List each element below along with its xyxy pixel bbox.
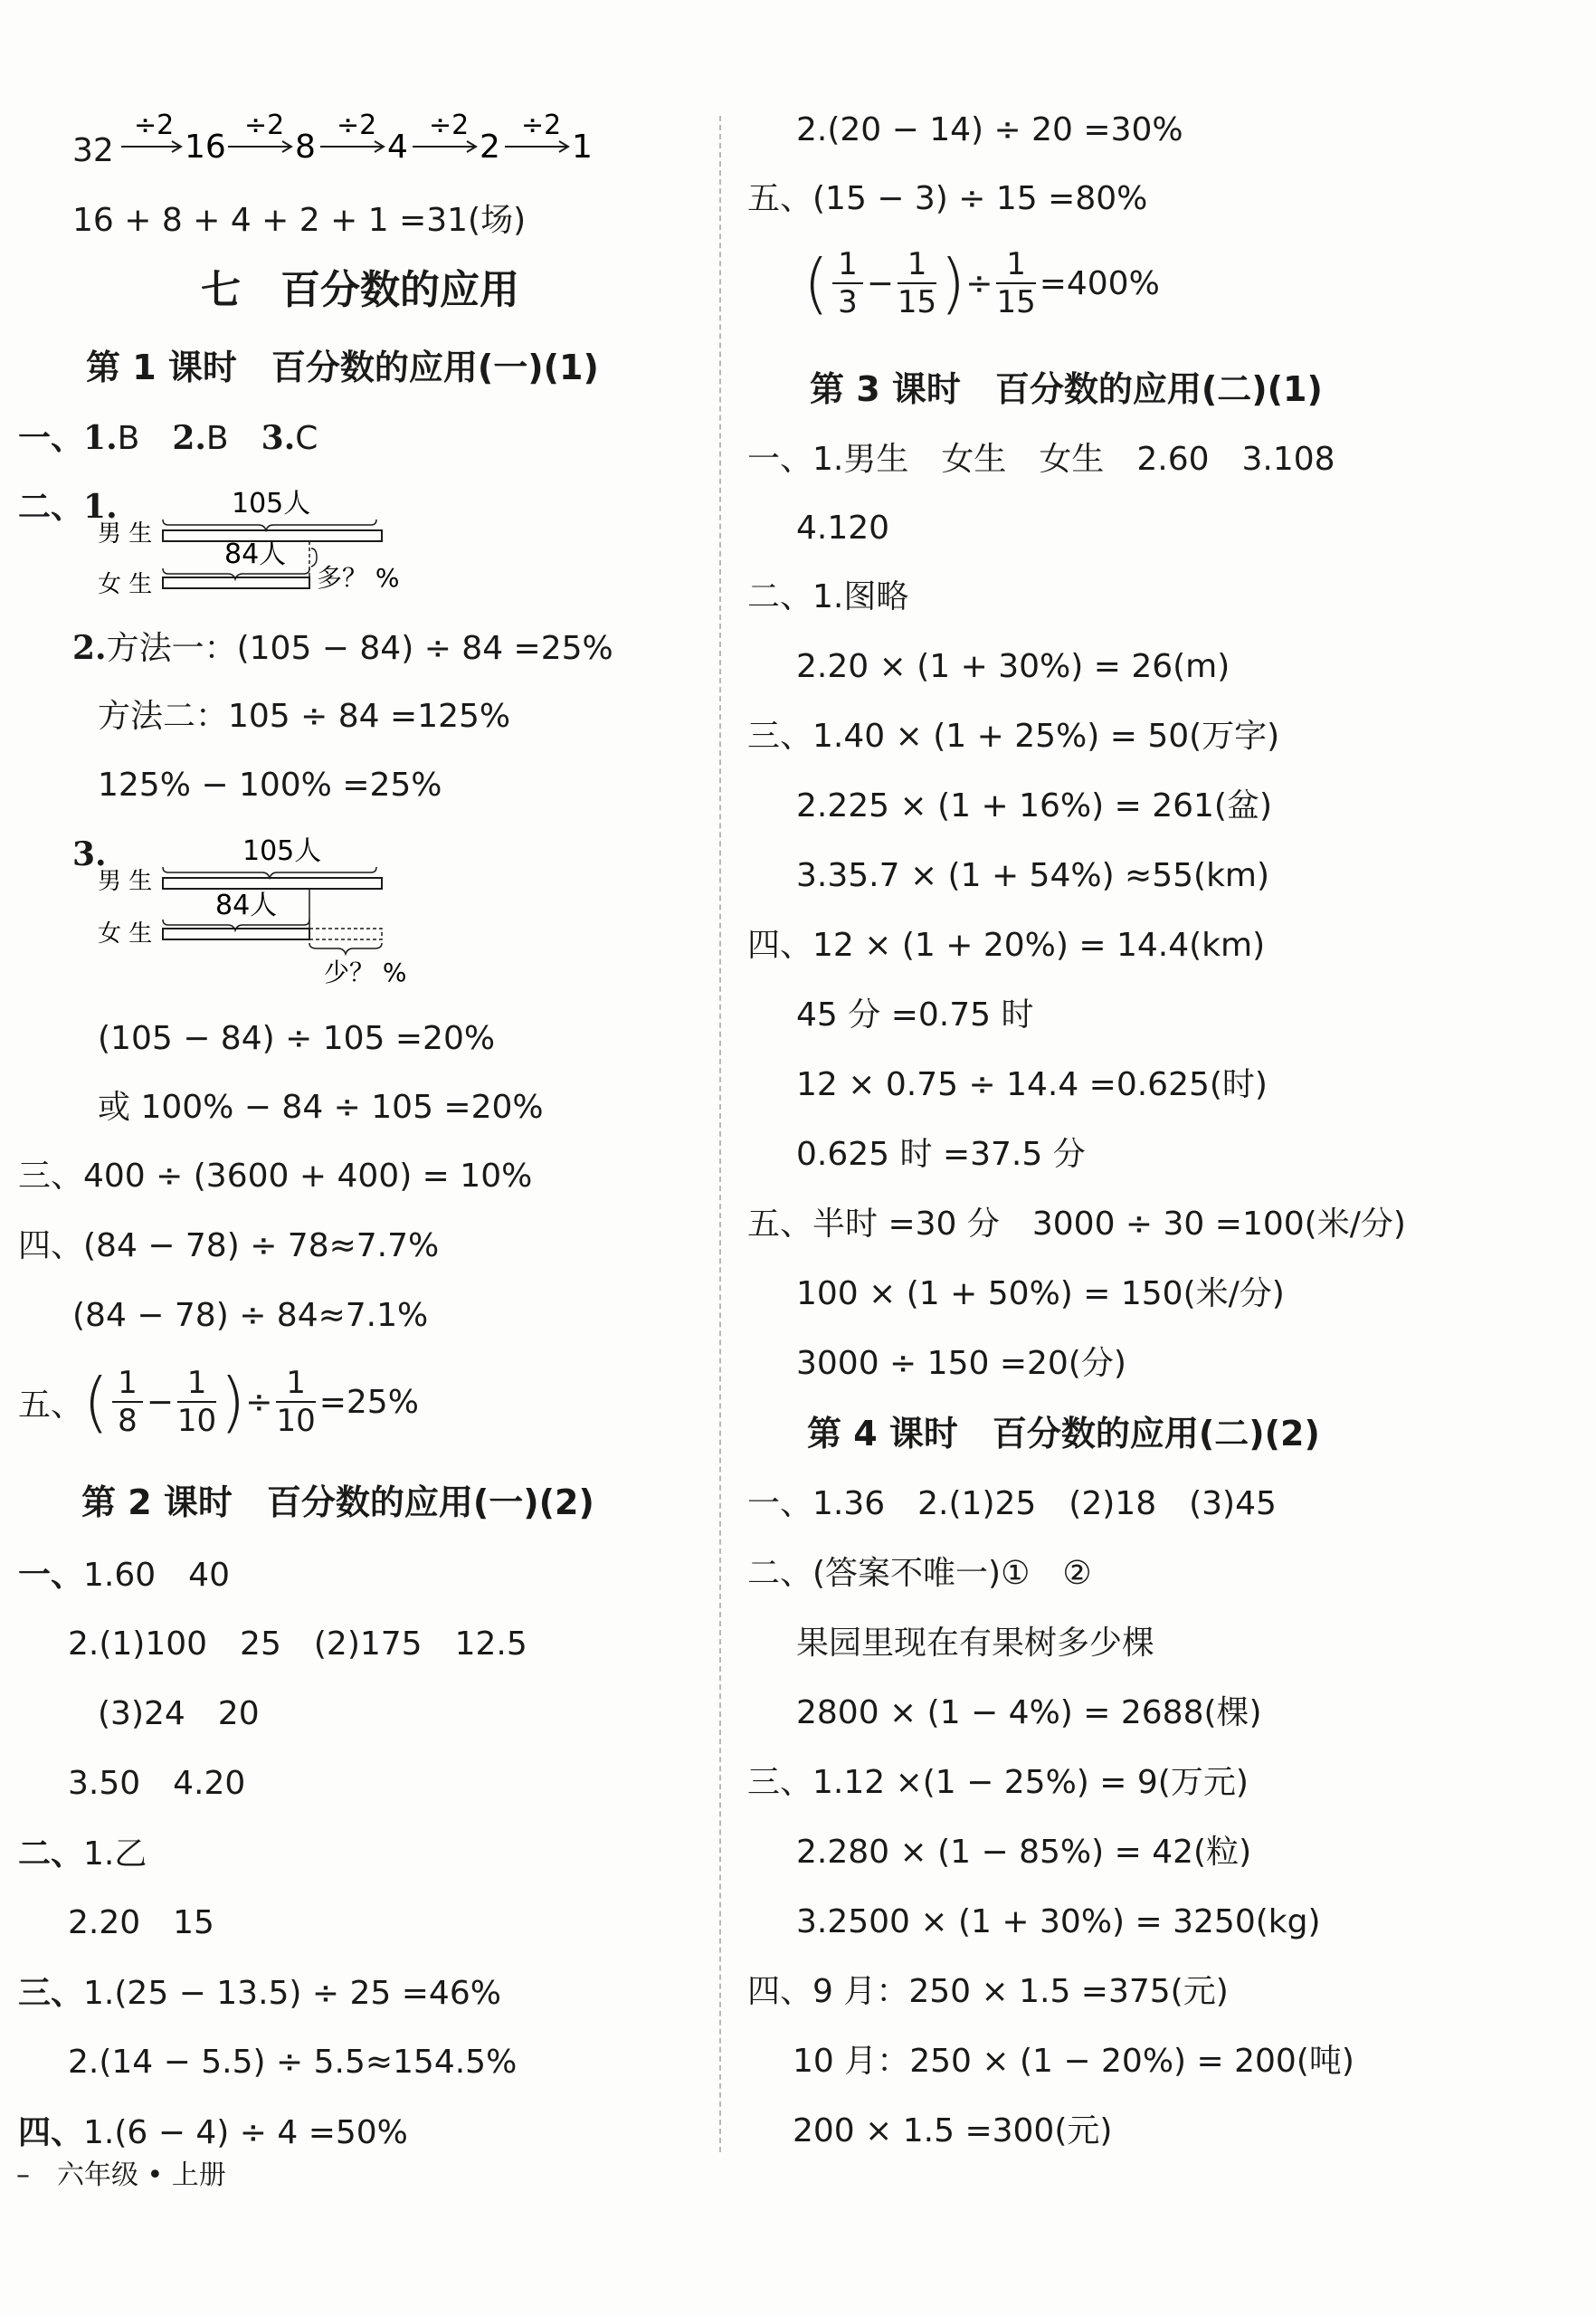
l4-er-2: 果园里现在有果树多少棵 [796,1625,1155,1662]
fraction [112,1365,143,1439]
l1-yi [18,418,318,459]
l3-wu-3: 3000 ÷ 150 =20(分) [796,1345,1126,1382]
chain-step [228,110,316,166]
step-result: 8 [295,129,316,166]
section-label: 二、 [18,1835,84,1873]
denominator: 3 [838,284,858,320]
step-op: ÷2 [337,110,377,141]
numerator: 1 [996,246,1035,284]
l4-er-1: 二、(答案不唯一)① ② [747,1555,1092,1592]
l2-si-1 [18,2112,408,2153]
l4-si-3: 200 × 1.5 =300(元) [793,2112,1113,2149]
section-label: 四、 [18,2113,84,2151]
item-number: 3. [72,835,107,873]
denominator: 10 [176,1403,217,1439]
step-result: 2 [480,129,500,166]
result: =25% [318,1383,419,1421]
l4-si-1: 四、9 月：250 × 1.5 =375(元) [747,1973,1229,2010]
l3-yi-b: 4.120 [796,510,890,547]
item-answer: B [117,420,140,457]
fraction [898,246,936,320]
item-number: 1. [83,419,118,457]
result: =400% [1039,264,1160,302]
lesson1-title: 第 1 课时 百分数的应用(一)(1) [86,348,599,387]
l3-er-2: 2.20 × (1 + 30%) = 26(m) [796,648,1230,685]
divide-sign: ÷ [965,264,993,302]
diagram-mid-label: 84人 [224,538,287,570]
diagram-mid-label: 84人 [215,890,278,921]
step-op: ÷2 [429,110,470,141]
l3-san-1: 三、1.40 × (1 + 25%) = 50(万字) [747,718,1280,755]
fraction [996,246,1035,320]
l2-yi-1 [18,1555,230,1596]
step-result: 1 [572,129,593,166]
sum-line: 16 + 8 + 4 + 2 + 1 =31(场) [72,202,527,239]
l4-san-2: 2.280 × (1 − 85%) = 42(粒) [796,1834,1252,1871]
denominator: 15 [897,284,937,320]
boy-label: 男 生 [98,520,153,548]
girl-bar-gap [309,929,382,939]
l2-san-1 [18,1973,501,2014]
page-footer: – 六年级 • 上册 [16,2159,226,2191]
l3-wu-2: 100 × (1 + 50%) = 150(米/分) [796,1275,1285,1312]
l3-si-2: 45 分 =0.75 时 [796,996,1034,1034]
l3-yi-a: 一、1.男生 女生 女生 2.60 3.108 [747,441,1335,478]
step-result: 4 [387,129,408,166]
chain-step [413,110,500,166]
chapter-title: 七 百分数的应用 [201,267,519,313]
item-answer: B [205,420,229,457]
answer-text: 方法一：(105 − 84) ÷ 84 =25% [106,630,613,667]
chain-start: 32 [72,132,114,169]
l2-er-1 [18,1834,147,1874]
l4-er-3: 2800 × (1 − 4%) = 2688(棵) [796,1694,1262,1731]
chain-step [320,110,408,166]
boy-label: 男 生 [98,868,153,895]
answer-text: 1.(6 − 4) ÷ 4 =50% [83,2114,408,2151]
l4-yi: 一、1.36 2.(1)25 (2)18 (3)45 [747,1485,1277,1522]
denominator: 15 [996,284,1036,320]
left-paren: ( [83,1364,109,1440]
step-op: ÷2 [521,110,562,141]
l1-er-2a [72,628,613,669]
numerator: 1 [832,246,863,284]
fraction [276,1365,315,1439]
column-divider [719,116,721,2152]
item-answer: C [295,420,318,457]
bar-diagram-1 [98,485,478,598]
diagram-top-label: 105人 [242,835,322,867]
bar-diagram-2 [98,833,478,986]
l3-er-1: 二、1.图略 [747,578,909,615]
item-number: 2. [72,629,107,667]
l3-si-1: 四、12 × (1 + 20%) = 14.4(km) [747,927,1266,964]
l4-si-2: 10 月：250 × (1 − 20%) = 200(吨) [793,2043,1354,2080]
answer-text: 1.乙 [83,1835,147,1873]
section-label: 一、 [18,419,84,457]
l1-wu [18,1365,419,1439]
l3-wu-1: 五、半时 =30 分 3000 ÷ 30 =100(米/分) [747,1206,1406,1243]
step-op: ÷2 [134,110,175,141]
l1-er-3a: (105 − 84) ÷ 105 =20% [98,1020,496,1057]
l2-yi-2b: (3)24 20 [98,1695,260,1732]
section-label: 一、 [18,1556,84,1594]
numerator: 1 [898,246,936,284]
section-label: 二、 [18,488,84,526]
r-wu-a: 五、(15 − 3) ÷ 15 =80% [747,180,1148,217]
divide-sign: ÷ [245,1383,273,1421]
minus-sign: − [866,264,894,302]
l2-yi-3: 3.50 4.20 [68,1765,246,1802]
l1-er-3b: 或 100% − 84 ÷ 105 =20% [98,1089,544,1126]
lesson4-title: 第 4 课时 百分数的应用(二)(2) [807,1414,1320,1453]
chain-step [505,110,593,166]
l2-san-2: 2.(14 − 5.5) ÷ 5.5≈154.5% [68,2044,518,2081]
r-wu-b [803,246,1160,320]
minus-sign: − [146,1383,174,1421]
diagram-question-label: 多？ % [317,563,400,593]
l3-san-2: 2.225 × (1 + 16%) = 261(盆) [796,787,1273,824]
girl-bar [163,577,309,588]
lesson2-title: 第 2 课时 百分数的应用(一)(2) [81,1482,594,1522]
r-top1: 2.(20 − 14) ÷ 20 =30% [796,111,1183,148]
denominator: 10 [276,1403,316,1439]
l4-san-1: 三、1.12 ×(1 − 25%) = 9(万元) [747,1764,1249,1801]
l1-si-b: (84 − 78) ÷ 84≈7.1% [72,1297,429,1334]
right-paren: ) [940,245,966,321]
l1-si-a: 四、(84 − 78) ÷ 78≈7.7% [18,1227,440,1264]
answer-text: 1.(25 − 13.5) ÷ 25 =46% [83,1975,501,2012]
diagram-question-label: 少？ % [324,958,407,987]
diagram-top-label: 105人 [232,488,311,519]
l1-san: 三、400 ÷ (3600 + 400) = 10% [18,1158,533,1195]
section-label: 三、 [18,1974,84,2012]
l1-er-2b: 方法二：105 ÷ 84 =125% [98,698,511,735]
item-number: 2. [172,419,206,457]
l2-yi-2a: 2.(1)100 25 (2)175 12.5 [68,1625,527,1663]
l4-san-3: 3.2500 × (1 + 30%) = 3250(kg) [796,1903,1321,1940]
section-label: 五、 [18,1386,84,1424]
right-paren: ) [220,1364,246,1440]
item-number: 3. [261,419,296,457]
numerator: 1 [276,1365,315,1403]
left-paren: ( [803,245,830,321]
girl-bar [163,929,309,939]
numerator: 1 [177,1365,216,1403]
girl-label: 女 生 [98,920,153,948]
step-op: ÷2 [244,110,285,141]
l3-si-3: 12 × 0.75 ÷ 14.4 =0.625(时) [796,1066,1268,1103]
fraction [177,1365,216,1439]
numerator: 1 [112,1365,143,1403]
fraction [832,246,863,320]
l1-er-2c: 125% − 100% =25% [98,767,442,804]
boy-bar [163,878,382,889]
l2-er-2: 2.20 15 [68,1904,214,1941]
chain-arrows [118,107,660,179]
l3-si-4: 0.625 时 =37.5 分 [796,1136,1086,1173]
l3-san-3: 3.35.7 × (1 + 54%) ≈55(km) [796,857,1270,894]
step-result: 16 [185,129,226,166]
chain-step [121,110,226,166]
denominator: 8 [118,1403,138,1439]
item-number: 1. [83,488,118,526]
girl-label: 女 生 [98,571,153,598]
lesson3-title: 第 3 课时 百分数的应用(二)(1) [810,369,1323,409]
answer-text: 1.60 40 [83,1557,230,1594]
